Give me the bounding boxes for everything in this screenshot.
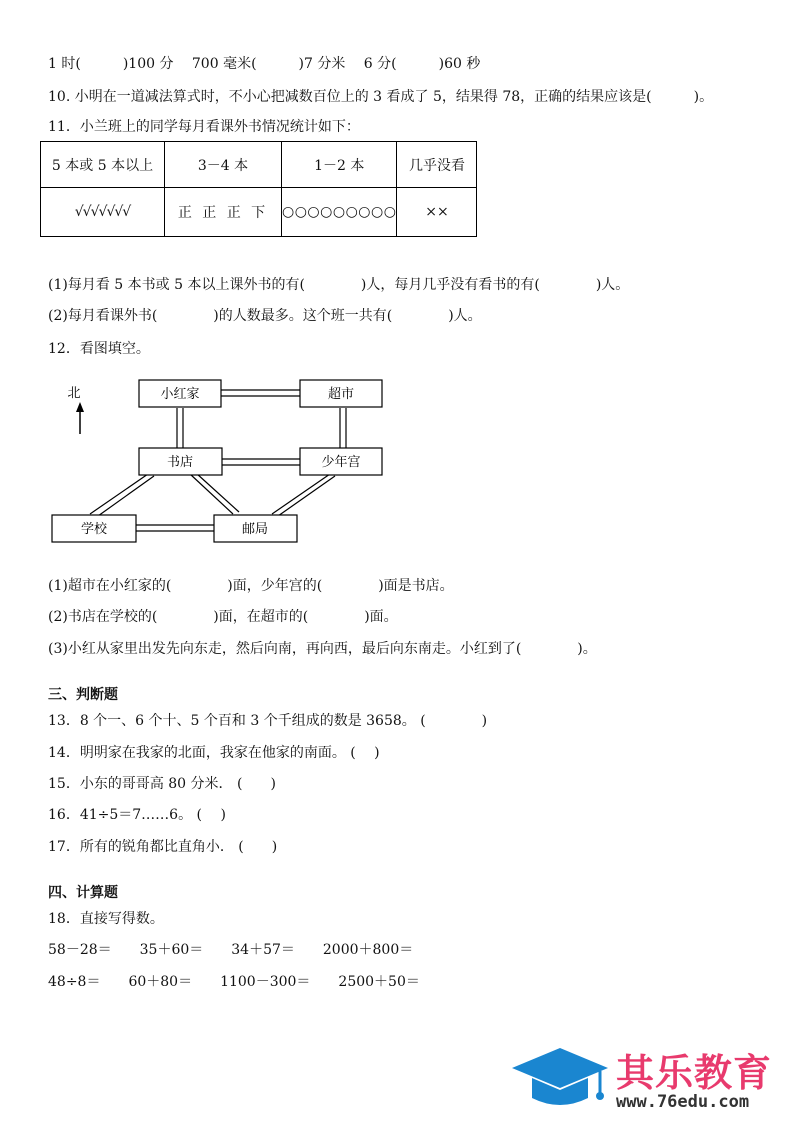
graduation-cap-icon xyxy=(508,1040,613,1115)
brand-logo xyxy=(508,1040,788,1115)
question-12-part-1: (1)超市在小红家的( )面，少年宫的( )面是书店。 xyxy=(48,578,454,594)
place-label-supermarket: 超市 xyxy=(327,387,355,402)
table-header: 1－2 本 xyxy=(282,142,397,188)
table-cell-tally: ×× xyxy=(397,188,477,237)
question-11: 11．小兰班上的同学每月看课外书情况统计如下： xyxy=(48,119,360,135)
question-18: 18．直接写得数。 xyxy=(48,911,164,927)
north-label: 北 xyxy=(67,386,81,401)
section-heading-true-false: 三、判断题 xyxy=(48,687,118,703)
table-cell-tally: ○○○○○○○○○ xyxy=(282,188,397,237)
question-12-part-2: (2)书店在学校的( )面，在超市的( )面。 xyxy=(48,609,398,625)
logo-url: www.76edu.com xyxy=(616,1092,750,1112)
table-cell-tally: 正 正 正 下 xyxy=(165,188,282,237)
question-15: 15．小东的哥哥高 80 分米． ( ) xyxy=(48,776,276,792)
place-label-post-office: 邮局 xyxy=(241,522,269,537)
q9-unit-conversions: 1 时( )100 分 700 毫米( )7 分米 6 分( )60 秒 xyxy=(48,56,481,72)
place-label-youth-palace: 少年宫 xyxy=(321,455,361,470)
question-17: 17．所有的锐角都比直角小． ( ) xyxy=(48,839,278,855)
calculation-row-2: 48÷8＝ 60＋80＝ 1100－300＝ 2500＋50＝ xyxy=(48,974,420,990)
question-16: 16．41÷5＝7……6。 ( ) xyxy=(48,807,226,823)
question-10: 10. 小明在一道减法算式时，不小心把减数百位上的 3 看成了 5，结果得 78，正确的结果应该是( )。 xyxy=(48,89,714,105)
north-arrowhead-icon xyxy=(76,402,84,412)
question-11-part-2: (2)每月看课外书( )的人数最多。这个班一共有( )人。 xyxy=(48,308,482,324)
table-header: 5 本或 5 本以上 xyxy=(41,142,165,188)
reading-survey-table xyxy=(40,141,477,237)
question-12: 12．看图填空。 xyxy=(48,341,150,357)
table-cell-tally: √√√√√√√ xyxy=(41,188,165,237)
place-label-school: 学校 xyxy=(80,522,108,537)
question-13: 13．8 个一、6 个十、5 个百和 3 个千组成的数是 3658。 ( ) xyxy=(48,713,488,729)
direction-map xyxy=(40,372,400,552)
section-heading-calculation: 四、计算题 xyxy=(48,885,118,901)
place-label-bookstore: 书店 xyxy=(166,455,194,470)
logo-title: 其乐教育 xyxy=(616,1051,773,1095)
calculation-row-1: 58－28＝ 35＋60＝ 34＋57＝ 2000＋800＝ xyxy=(48,942,414,958)
question-11-part-1: (1)每月看 5 本书或 5 本以上课外书的有( )人，每月几乎没有看书的有( )人。 xyxy=(48,277,630,293)
question-12-part-3: (3)小红从家里出发先向东走，然后向南，再向西，最后向东南走。小红到了( )。 xyxy=(48,641,597,657)
table-header: 几乎没看 xyxy=(397,142,477,188)
table-header: 3－4 本 xyxy=(165,142,282,188)
question-14: 14．明明家在我家的北面，我家在他家的南面。 ( ) xyxy=(48,745,380,761)
place-label-home: 小红家 xyxy=(160,387,200,402)
